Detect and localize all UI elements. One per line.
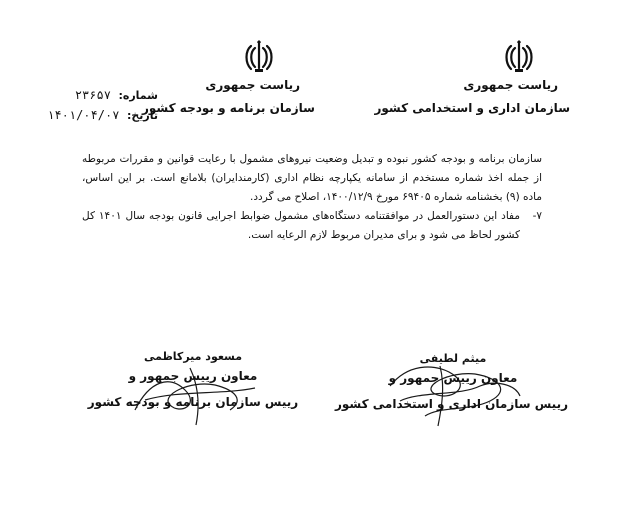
item-number: ۷- — [532, 210, 542, 222]
letter-number-label: شماره: — [118, 89, 158, 102]
item-text: مفاد این دستورالعمل در موافقتنامه دستگاه‌های مشمول ضوابط اجرایی قانون بودجه سال ۱۴۰۱ کل کشور لحاظ می شود و برای مدیران مربوط لازم الرعایه است. — [82, 210, 520, 241]
signer-position: رییس سازمان برنامه و بودجه کشور — [87, 395, 299, 409]
right-org-title: ریاست جمهوری — [463, 78, 558, 92]
signer-title: معاون رییس جمهور و — [128, 369, 258, 383]
signature-scribble — [380, 356, 530, 431]
signer-name: میثم لطیفی — [419, 352, 487, 365]
left-org-title: ریاست جمهوری — [205, 78, 300, 92]
iran-emblem-icon — [244, 40, 274, 74]
left-org-name: سازمان برنامه و بودجه کشور — [142, 101, 315, 115]
iran-emblem-icon — [504, 40, 534, 74]
signer-name: مسعود میرکاظمی — [143, 350, 243, 363]
letter-number — [71, 88, 158, 102]
letter-number-value: ۲۳۶۵۷ — [74, 88, 111, 102]
letter-body — [82, 150, 542, 245]
signer-title: معاون رییس جمهور و — [388, 371, 518, 385]
signature-left — [78, 350, 308, 409]
letter-date-value: ۱۴۰۱/۰۴/۰۷ — [47, 108, 120, 122]
list-item — [82, 207, 542, 245]
body-paragraph: سازمان برنامه و بودجه کشور نبوده و تبدیل وضعیت نیروهای مشمول با رعایت قوانین و مقررات مربوطه از جمله اخذ شماره مستخدم از سامانه یکپارچه نظام اداری (کارمندایران) بلامانع است. بر این اساس، ماده (۹) بخشنامه شماره ۶۹۴۰۵ مورخ ۱۴۰۰/۱۲/۹، اصلاح می گردد. — [82, 153, 542, 203]
letter-date-label: تاریخ: — [126, 109, 158, 122]
right-org-name: سازمان اداری و استخدامی کشور — [374, 101, 570, 115]
signer-position: رییس سازمان اداری و استخدامی کشور — [334, 397, 568, 411]
letter-date — [43, 108, 158, 122]
